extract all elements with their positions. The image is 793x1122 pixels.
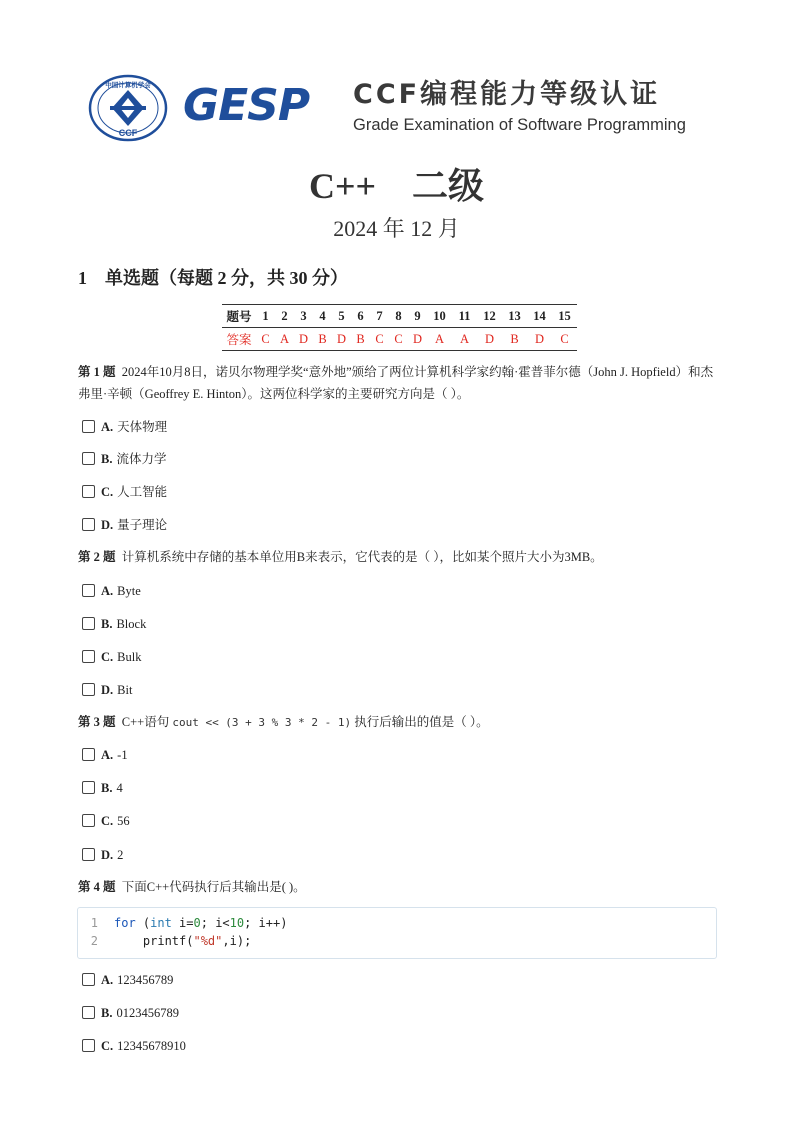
table-cell: 3	[294, 305, 313, 328]
checkbox[interactable]	[82, 420, 95, 433]
checkbox[interactable]	[82, 452, 95, 465]
table-cell: 9	[408, 305, 427, 328]
option-4c[interactable]	[82, 1038, 186, 1054]
option-text: Bulk	[117, 650, 142, 664]
option-4b[interactable]	[82, 1005, 179, 1021]
table-cell: 14	[527, 305, 552, 328]
option-text: 12345678910	[117, 1039, 186, 1053]
code-block	[77, 907, 717, 959]
table-cell: 7	[370, 305, 389, 328]
option-letter: C.	[101, 1039, 114, 1053]
checkbox[interactable]	[82, 1006, 95, 1019]
answer-table	[222, 304, 577, 351]
option-text: 4	[116, 781, 123, 795]
table-cell: 15	[552, 305, 577, 328]
answer-cell: B	[502, 328, 527, 351]
option-3a[interactable]	[82, 747, 128, 763]
checkbox[interactable]	[82, 781, 95, 794]
checkbox[interactable]	[82, 683, 95, 696]
question-1	[78, 361, 718, 405]
code-token: ,i);	[222, 934, 252, 948]
option-1c[interactable]	[82, 484, 167, 500]
option-text: 2	[117, 848, 124, 862]
question-2	[78, 546, 718, 568]
cert-title: CCF编程能力等级认证	[353, 79, 661, 110]
checkbox[interactable]	[82, 973, 95, 986]
code-token: i=	[171, 916, 194, 930]
question-text: 计算机系统中存储的基本单位用B来表示，它代表的是（ ），比如某个照片大小为3MB。	[121, 550, 603, 564]
option-letter: A.	[101, 420, 114, 434]
answer-cell: A	[427, 328, 452, 351]
table-cell: 13	[502, 305, 527, 328]
option-text: 流体力学	[116, 452, 167, 466]
exam-date: 2024 年 12 月	[333, 216, 460, 241]
seal-text: 中国计算机学会	[105, 81, 151, 89]
option-1a[interactable]	[82, 419, 167, 435]
row-label: 题号	[222, 305, 256, 328]
option-2c[interactable]	[82, 649, 141, 665]
option-letter: B.	[101, 1006, 113, 1020]
code-line	[78, 916, 287, 930]
table-cell: 5	[332, 305, 351, 328]
option-text: -1	[117, 748, 128, 762]
table-row	[222, 328, 577, 351]
checkbox[interactable]	[82, 584, 95, 597]
question-text: 2024年10月8日，诺贝尔物理学奖“意外地”颁给了两位计算机科学家约翰·霍普菲尔德（John J. Hopfield）和杰弗里·辛顿（Geoffrey E. Hinton）。这两位科学家的主要研究方向是（ ）。	[78, 365, 714, 401]
cert-subtitle: Grade Examination of Software Programming	[353, 116, 686, 134]
table-cell: 12	[477, 305, 502, 328]
option-letter: D.	[101, 518, 114, 532]
option-letter: A.	[101, 748, 114, 762]
option-1b[interactable]	[82, 451, 166, 467]
checkbox[interactable]	[82, 748, 95, 761]
section-heading: 1 单选题（每题 2 分，共 30 分）	[78, 268, 348, 288]
answer-cell: B	[351, 328, 370, 351]
checkbox[interactable]	[82, 814, 95, 827]
checkbox[interactable]	[82, 617, 95, 630]
table-row	[222, 305, 577, 328]
answer-cell: A	[275, 328, 294, 351]
answer-cell: C	[370, 328, 389, 351]
answer-cell: A	[452, 328, 477, 351]
code-number: 10	[229, 916, 245, 930]
option-letter: D.	[101, 848, 114, 862]
option-3c[interactable]	[82, 813, 130, 829]
answer-cell: D	[477, 328, 502, 351]
option-text: 量子理论	[117, 518, 168, 532]
checkbox[interactable]	[82, 848, 95, 861]
option-text: Bit	[117, 683, 133, 697]
option-2d[interactable]	[82, 682, 132, 698]
option-text: 0123456789	[116, 1006, 179, 1020]
table-cell: 4	[313, 305, 332, 328]
question-text-before: C++语句	[121, 715, 173, 729]
line-number: 2	[90, 934, 98, 948]
question-label: 第 1 题	[78, 365, 116, 379]
code-keyword: for	[114, 916, 136, 930]
answer-cell: D	[294, 328, 313, 351]
option-text: 天体物理	[117, 420, 168, 434]
checkbox[interactable]	[82, 1039, 95, 1052]
option-letter: C.	[101, 814, 114, 828]
option-letter: A.	[101, 584, 114, 598]
answer-cell: D	[332, 328, 351, 351]
option-text: 56	[117, 814, 130, 828]
table-cell: 2	[275, 305, 294, 328]
question-label: 第 2 题	[78, 550, 116, 564]
option-letter: B.	[101, 452, 113, 466]
option-1d[interactable]	[82, 517, 167, 533]
checkbox[interactable]	[82, 485, 95, 498]
question-label: 第 4 题	[78, 880, 116, 894]
answer-cell: C	[552, 328, 577, 351]
question-3	[78, 711, 718, 734]
option-3b[interactable]	[82, 780, 123, 796]
table-cell: 6	[351, 305, 370, 328]
table-cell: 11	[452, 305, 477, 328]
gesp-logo: GESP	[183, 80, 310, 131]
code-indent	[114, 934, 143, 948]
inline-code: cout << (3 + 3 % 3 * 2 - 1)	[172, 716, 352, 729]
page-title: C++ 二级	[308, 166, 485, 206]
answer-cell: C	[389, 328, 408, 351]
option-letter: B.	[101, 781, 113, 795]
option-letter: C.	[101, 650, 114, 664]
answer-cell: C	[256, 328, 275, 351]
code-type: int	[150, 916, 172, 930]
option-letter: C.	[101, 485, 114, 499]
table-cell: 1	[256, 305, 275, 328]
row-label: 答案	[222, 328, 256, 351]
code-token: ; i++)	[244, 916, 288, 930]
option-letter: B.	[101, 617, 113, 631]
question-text: 下面C++代码执行后其输出是( )。	[121, 880, 306, 894]
option-text: Block	[116, 617, 147, 631]
code-token: ; i<	[200, 916, 230, 930]
option-3d[interactable]	[82, 847, 123, 863]
option-text: Byte	[117, 584, 141, 598]
question-4	[78, 876, 718, 898]
checkbox[interactable]	[82, 518, 95, 531]
answer-cell: D	[527, 328, 552, 351]
option-letter: D.	[101, 683, 114, 697]
table-cell: 8	[389, 305, 408, 328]
code-token: (	[135, 916, 151, 930]
seal-abbr: CCF	[118, 128, 138, 138]
header	[88, 74, 708, 142]
option-text: 人工智能	[117, 485, 168, 499]
option-2b[interactable]	[82, 616, 146, 632]
answer-cell: D	[408, 328, 427, 351]
code-number: 0	[193, 916, 201, 930]
option-letter: A.	[101, 973, 114, 987]
option-text: 123456789	[117, 973, 174, 987]
answer-cell: B	[313, 328, 332, 351]
checkbox[interactable]	[82, 650, 95, 663]
code-line	[78, 934, 251, 948]
option-4a[interactable]	[82, 972, 173, 988]
option-2a[interactable]	[82, 583, 141, 599]
question-label: 第 3 题	[78, 715, 116, 729]
line-number: 1	[90, 916, 98, 930]
ccf-seal-logo	[88, 74, 168, 142]
question-text-after: 执行后输出的值是（ ）。	[351, 715, 489, 729]
table-cell: 10	[427, 305, 452, 328]
code-string: "%d"	[193, 934, 223, 948]
code-function: printf(	[142, 934, 194, 948]
